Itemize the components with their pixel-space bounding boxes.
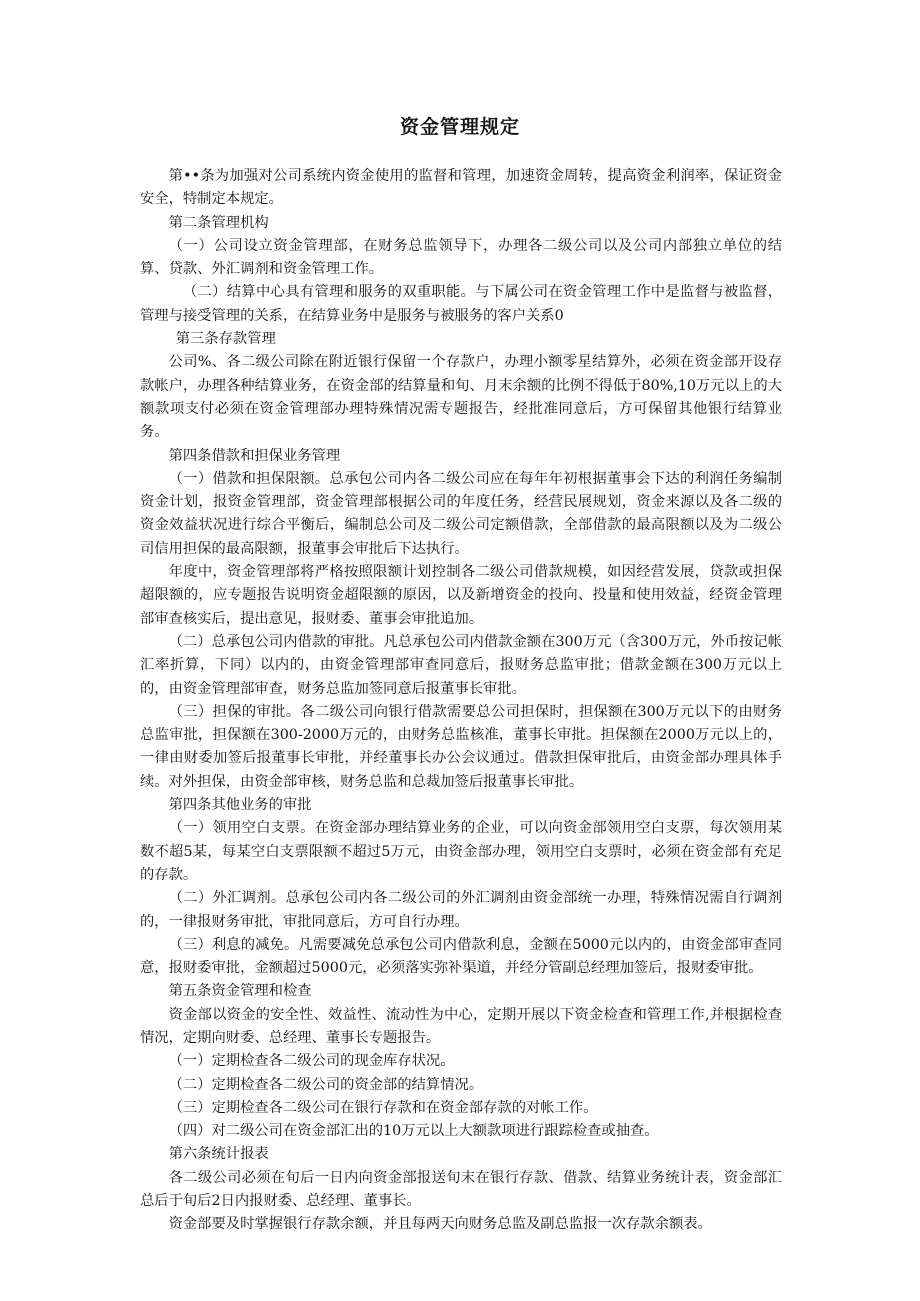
article-6-paragraph-2: 资金部要及时掌握银行存款余额，并且每两天向财务总监及副总监报一次存款余额表。 (168, 1216, 712, 1233)
article-4-item-2: （二）总承包公司内借款的审批。凡总承包公司内借款金额在300万元（含300万元，外币按记帐汇率折算，下同）以内的，由资金管理部审查同意后，报财务总监审批；借款金额在300万元以上的，由资金管理部审查，财务总监加签同意后报董事长审批。 (140, 633, 782, 697)
article-4-item-1: （一）借款和担保限额。总承包公司内各二级公司应在每年年初根据董事会下达的利润任务编制资金计划，报资金管理部，资金管理部根据公司的年度任务，经营民展规划，资金来源以及各二级的资金效益状况进行综合平衡后，编制总公司及二级公司定额借款，全部借款的最高限额以及为二级公司信用担保的最高限额，报董事会审批后下达执行。 (140, 470, 782, 557)
article-6-heading: 第六条统计报表 (168, 1146, 269, 1163)
article-3-paragraph: 公司%、各二级公司除在附近银行保留一个存款户，办理小额零星结算外，必须在资金部开设存款帐户，办理各种结算业务，在资金部的结算量和旬、月末余额的比例不得低于80%,10万元以上的大额款项支付必须在资金管理部办理特殊情况需专题报告，经批准同意后，方可保留其他银行结算业务。 (140, 354, 782, 441)
article-3-heading: 第三条存款管理 (175, 331, 276, 348)
article-5-item-1: （一）定期检查各二级公司的现金库存状况。 (168, 1053, 455, 1070)
article-1-paragraph: 第••条为加强对公司系统内资金使用的监督和管理，加速资金周转，提高资金利润率，保证资金安全，特制定本规定。 (140, 168, 782, 208)
article-4b-item-1: （一）领用空白支票。在资金部办理结算业务的企业，可以向资金部领用空白支票，每次领用某数不超5某，每某空白支票限额不超过5万元，由资金部办理，领用空白支票时，必须在资金部有充足的存款。 (140, 820, 782, 883)
article-5-item-3: （三）定期检查各二级公司在银行存款和在资金部存款的对帐工作。 (168, 1099, 598, 1116)
article-4-paragraph: 年度中，资金管理部将严格按照限额计划控制各二级公司借款规模，如因经营发展，贷款或担保超限额的，应专题报告说明资金超限额的原因，以及新增资金的投向、投量和使用效益，经资金管理部审查核实后，提出意见，报财委、董事会审批追加。 (140, 564, 782, 627)
article-4-item-3: （三）担保的审批。各二级公司向银行借款需要总公司担保时，担保额在300万元以下的由财务总监审批，担保额在300-2000万元的，由财务总监核准，董事长审批。担保额在2000万元以上的，一律由财委加签后报董事长审批，并经董事长办公会议通过。借款担保审批后，由资金部办理具体手续。对外担保，由资金部审核，财务总监和总裁加签后报董事长审批。 (140, 703, 782, 790)
article-2-item-1: （一）公司设立资金管理部，在财务总监领导下，办理各二级公司以及公司内部独立单位的结算、贷款、外汇调剂和资金管理工作。 (140, 237, 782, 278)
article-5-item-4: （四）对二级公司在资金部汇出的10万元以上大额款项进行跟踪检查或抽查。 (168, 1123, 659, 1140)
document-title: 资金管理规定 (399, 116, 520, 138)
article-5-item-2: （二）定期检查各二级公司的资金部的结算情况。 (168, 1076, 484, 1093)
article-4b-heading: 第四条其他业务的审批 (168, 797, 312, 814)
article-5-heading: 第五条资金管理和检查 (168, 983, 312, 1000)
article-4b-item-3: （三）利息的减免。凡需要减免总承包公司内借款利息，金额在5000元以内的，由资金部审查同意，报财委审批，金额超过5000元，必须落实弥补渠道，并经分管副总经理加签后，报财委审批。 (140, 936, 782, 977)
article-2-item-2: （二）结算中心具有管理和服务的双重职能。与下属公司在资金管理工作中是监督与被监督，管理与接受管理的关系，在结算业务中是服务与被服务的客户关系0 (140, 284, 782, 324)
article-4b-item-2: （二）外汇调剂。总承包公司内各二级公司的外汇调剂由资金部统一办理，特殊情况需自行调剂的，一律报财务审批，审批同意后，方可自行办理。 (140, 890, 782, 930)
article-5-paragraph: 资金部以资金的安全性、效益性、流动性为中心，定期开展以下资金检查和管理工作,并根据检查情况，定期向财委、总经理、董事长专题报告。 (140, 1006, 782, 1046)
article-2-heading: 第二条管理机构 (168, 214, 269, 231)
article-4-heading: 第四条借款和担保业务管理 (168, 447, 341, 464)
article-6-paragraph-1: 各二级公司必须在旬后一日内向资金部报送旬末在银行存款、借款、结算业务统计表，资金部汇总后于旬后2日内报财委、总经理、董事长。 (140, 1169, 782, 1210)
document-body (140, 165, 782, 1237)
